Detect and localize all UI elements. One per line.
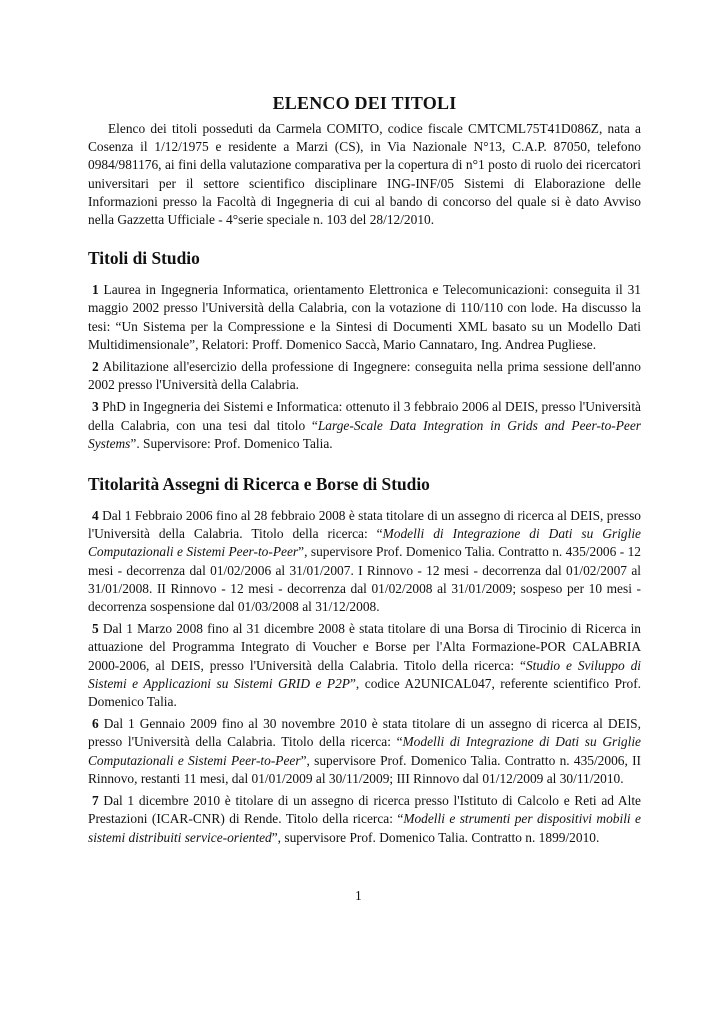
item-text: Dal 1 Gennaio 2009 fino al 30 novembre 2010 è stata titolare di un assegno di ricerca al DEIS, presso l'Università della Calabria. Titolo della ricerca: “ xyxy=(88,716,641,750)
list-item xyxy=(88,398,641,453)
research-title: Modelli e strumenti per dispositivi mobili e sistemi distribuiti service-oriented xyxy=(88,811,641,845)
item-text: Dal 1 dicembre 2010 è titolare di un assegno di ricerca presso l'Istituto di Calcolo e Reti ad Alte Prestazioni (ICAR-CNR) di Rende. Titolo della ricerca: “ xyxy=(88,793,641,827)
item-text: Laurea in Ingegneria Informatica, orientamento Elettronica e Telecomunicazioni: conseguita il 31 maggio 2002 presso l'Università della Calabria, con la votazione di 110/110 con lode. Ha discusso la tesi: “Un Sistema per la Compressione e la Sintesi di Documenti XML basato su un Modello Dati Multidimensionale”, Relatori: Proff. Domenico Saccà, Mario Cannataro, Ing. Andrea Pugliese. xyxy=(88,282,641,352)
item-number: 3 xyxy=(92,399,99,415)
research-title: Modelli di Integrazione di Dati su Griglie Computazionali e Sistemi Peer-to-Peer xyxy=(88,734,641,768)
item-number: 5 xyxy=(92,621,99,637)
item-text: ”, supervisore Prof. Domenico Talia. Contratto n. 435/2006 - 12 mesi - decorrenza dal 01/02/2006 al 31/01/2007. I Rinnovo - 12 mesi - decorrenza dal 01/02/2007 al 31/01/2008. II Rinnovo - 12 mesi - decorrenza dal 01/02/2008 al 31/01/2009; sospeso per 10 mesi - decorrenza sospensione dal 01/03/2008 al 31/12/2008. xyxy=(88,544,641,615)
list-item xyxy=(88,715,641,788)
list-item xyxy=(88,620,641,711)
list-item xyxy=(88,358,641,394)
item-number: 4 xyxy=(92,508,99,524)
item-number: 2 xyxy=(92,359,99,375)
section-heading-assegni: Titolarità Assegni di Ricerca e Borse di Studio xyxy=(88,474,430,495)
item-text: Abilitazione all'esercizio della professione di Ingegnere: conseguita nella prima sessione dell'anno 2002 presso l'Università della Calabria. xyxy=(88,359,641,393)
item-text: ”, supervisore Prof. Domenico Talia. Contratto n. 1899/2010. xyxy=(271,829,600,845)
item-number: 6 xyxy=(92,716,99,732)
thesis-title: Large-Scale Data Integration in Grids and Peer-to-Peer Systems xyxy=(88,417,642,451)
item-text: Dal 1 Febbraio 2006 fino al 28 febbraio 2008 è stata titolare di un assegno di ricerca al DEIS, presso l'Università della Calabria. Titolo della ricerca: “ xyxy=(88,508,641,542)
item-text: Dal 1 Marzo 2008 fino al 31 dicembre 2008 è stata titolare di una Borsa di Tirocinio di Ricerca in attuazione del Programma Integrato di Voucher e Borse per l'Alta Formazione-POR CALABRIA 2000-2006, al DEIS, presso l'Università della Calabria. Titolo della ricerca: “ xyxy=(88,621,641,673)
document-page xyxy=(88,92,641,851)
research-title: Studio e Sviluppo di Sistemi e Applicazioni su Sistemi GRID e P2P xyxy=(88,657,641,691)
research-title: Modelli di Integrazione di Dati su Griglie Computazionali e Sistemi Peer-to-Peer xyxy=(88,526,641,560)
intro-paragraph: Elenco dei titoli posseduti da Carmela COMITO, codice fiscale CMTCML75T41D086Z, nata a Cosenza il 1/12/1975 e residente a Marzi (CS), in Via Nazionale N°13, C.A.P. 87050, telefono 0984/981176, ai fini della valutazione comparativa per la copertura di n°1 posto di ruolo dei ricercatori universitari per il settore scientifico disciplinare ING-INF/05 Sistemi di Elaborazione delle Informazioni presso la Facoltà di Ingegneria di cui al bando di concorso del quale si è dato Avviso nella Gazzetta Ufficiale - 4°serie speciale n. 103 del 28/12/2010. xyxy=(88,121,641,228)
section-heading-studio: Titoli di Studio xyxy=(88,248,200,269)
item-text: ”, supervisore Prof. Domenico Talia. Contratto n. 435/2006, II Rinnovo, restanti 11 mesi, dal 01/01/2009 al 30/11/2009; III Rinnovo dal 01/12/2009 al 30/11/2010. xyxy=(88,752,641,786)
item-text: PhD in Ingegneria dei Sistemi e Informatica: ottenuto il 3 febbraio 2006 al DEIS, presso l'Università della Calabria, con una tesi dal titolo “ xyxy=(88,399,641,433)
page-number: 1 xyxy=(355,888,362,903)
item-text: ”, codice A2UNICAL047, referente scientifico Prof. Domenico Talia. xyxy=(88,675,641,710)
item-text: ”. Supervisore: Prof. Domenico Talia. xyxy=(130,435,333,451)
list-item xyxy=(88,507,641,616)
list-item xyxy=(88,281,641,354)
document-title: ELENCO DEI TITOLI xyxy=(272,93,457,113)
item-number: 1 xyxy=(92,282,99,298)
list-item xyxy=(88,792,641,847)
item-number: 7 xyxy=(92,793,99,809)
